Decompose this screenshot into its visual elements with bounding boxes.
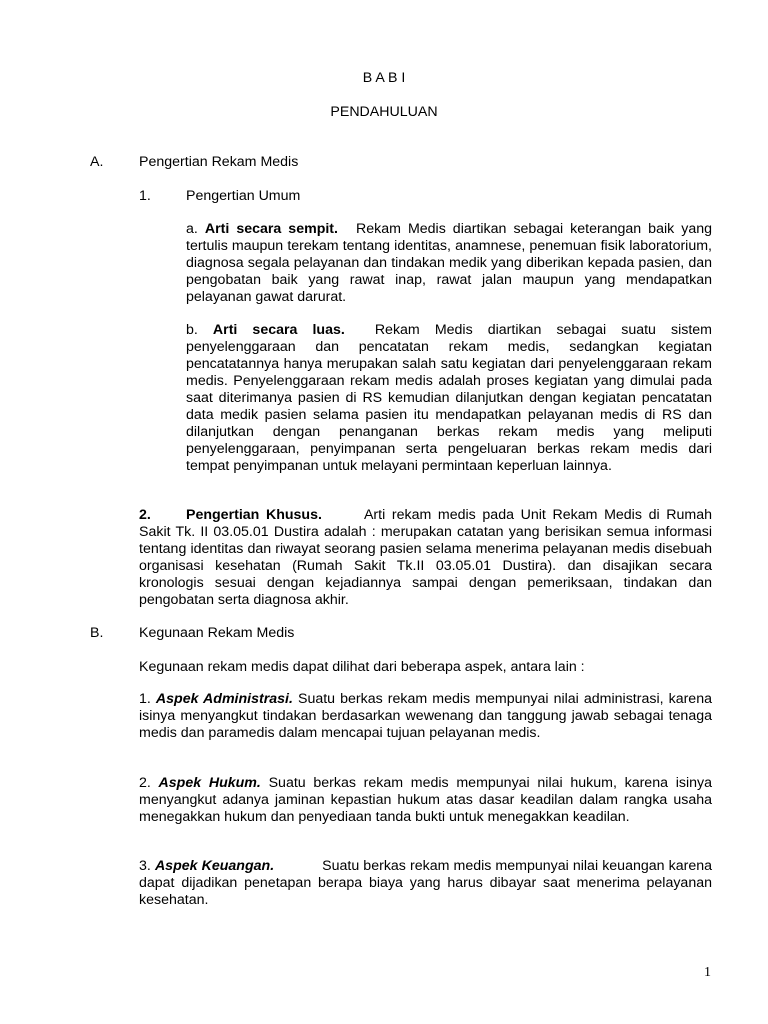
aspect-3-text: Suatu berkas rekam medis mempunyai nilai keuangan karena dapat dijadikan penetapan berapa biaya yang harus dibayar saat menerima pelayanan kesehatan. — [139, 858, 712, 908]
section-a-title: Pengertian Rekam Medis — [139, 154, 299, 170]
item-1-title: Pengertian Umum — [186, 188, 301, 204]
aspect-1-prefix: 1. — [139, 691, 156, 707]
section-b-letter: B. — [90, 625, 104, 641]
aspect-1-text: Suatu berkas rekam medis mempunyai nilai administrasi, karena isinya menyangkut tindakan berdasarkan wewenang dan tanggung jawab sebagai tenaga medis dan paramedis dalam mencapai tujuan pelayanan medis. — [139, 691, 712, 741]
aspect-3-term: Aspek Keuangan. — [154, 858, 275, 874]
aspect-2-text: Suatu berkas rekam medis mempunyai nilai hukum, karena isinya menyangkut adanya jaminan kepastian hukum atas dasar keadilan dalam rangka usaha menegakkan hukum dan penyediaan tanda bukti untuk menegakkan keadilan. — [139, 775, 712, 825]
item-1-number: 1. — [139, 188, 151, 204]
aspect-finance-paragraph — [139, 858, 712, 909]
definition-broad-prefix: b. — [186, 322, 213, 338]
section-a-letter: A. — [90, 154, 104, 170]
definition-narrow-paragraph — [186, 221, 712, 306]
page-number: 1 — [704, 965, 711, 980]
definition-narrow-term: Arti secara sempit. — [204, 221, 338, 237]
item-2-number: 2. — [139, 507, 151, 523]
chapter-title: PENDAHULUAN — [330, 104, 438, 120]
definition-narrow-text: Rekam Medis diartikan sebagai keterangan baik yang tertulis maupun terekam tentang identitas, anamnese, penemuan fisik laboratorium, diagnosa segala pelayanan dan tindakan medik yang diberikan kepada pasien, dan pengobatan baik yang rawat inap, rawat jalan maupun yang mendapatkan pelayanan gawat darurat. — [186, 221, 712, 305]
section-b-intro: Kegunaan rekam medis dapat dilihat dari beberapa aspek, antara lain : — [139, 659, 585, 675]
aspect-administration-paragraph — [139, 691, 712, 742]
chapter-label: B A B I — [362, 70, 406, 86]
definition-broad-term: Arti secara luas. — [212, 322, 345, 338]
aspect-1-term: Aspek Administrasi. — [155, 691, 293, 707]
section-b-title: Kegunaan Rekam Medis — [139, 625, 295, 641]
aspect-3-prefix: 3. — [139, 858, 155, 874]
aspect-2-term: Aspek Hukum. — [158, 775, 261, 791]
definition-special-term: Pengertian Khusus. — [186, 507, 322, 523]
definition-special-text: Arti rekam medis pada Unit Rekam Medis di Rumah Sakit Tk. II 03.05.01 Dustira adalah : merupakan catatan yang berisikan semua informasi tentang identitas dan riwayat seorang pasien selama menerima pelayanan medis disebuah organisasi kesehatan (Rumah Sakit Tk.II 03.05.01 Dustira). dan disajikan secara kronologis sesuai dengan kejadiannya sampai dengan pemeriksaan, tindakan dan pengobatan serta diagnosa akhir. — [139, 507, 712, 608]
aspect-law-paragraph — [139, 775, 712, 826]
definition-broad-text: Rekam Medis diartikan sebagai suatu sistem penyelenggaraan dan pencatatan rekam medis, sedangkan kegiatan pencatatannya hanya merupakan salah satu kegiatan dari penyelenggaraan rekam medis. Penyelenggaraan rekam medis adalah proses kegiatan yang dimulai pada saat diterimanya pasien di RS kemudian dilanjutkan dengan kegiatan pencatatan data medik pasien selama pasien itu mendapatkan pelayanan medis di RS dan dilanjutkan dengan penanganan berkas rekam medis yang meliputi penyelenggaraan, penyimpanan serta pengeluaran berkas rekam medis dari tempat penyimpanan untuk melayani permintaan keperluan lainnya. — [186, 322, 712, 474]
definition-special-paragraph — [139, 507, 712, 609]
definition-narrow-prefix: a. — [186, 221, 205, 237]
definition-broad-paragraph — [186, 322, 712, 475]
aspect-2-prefix: 2. — [139, 775, 159, 791]
